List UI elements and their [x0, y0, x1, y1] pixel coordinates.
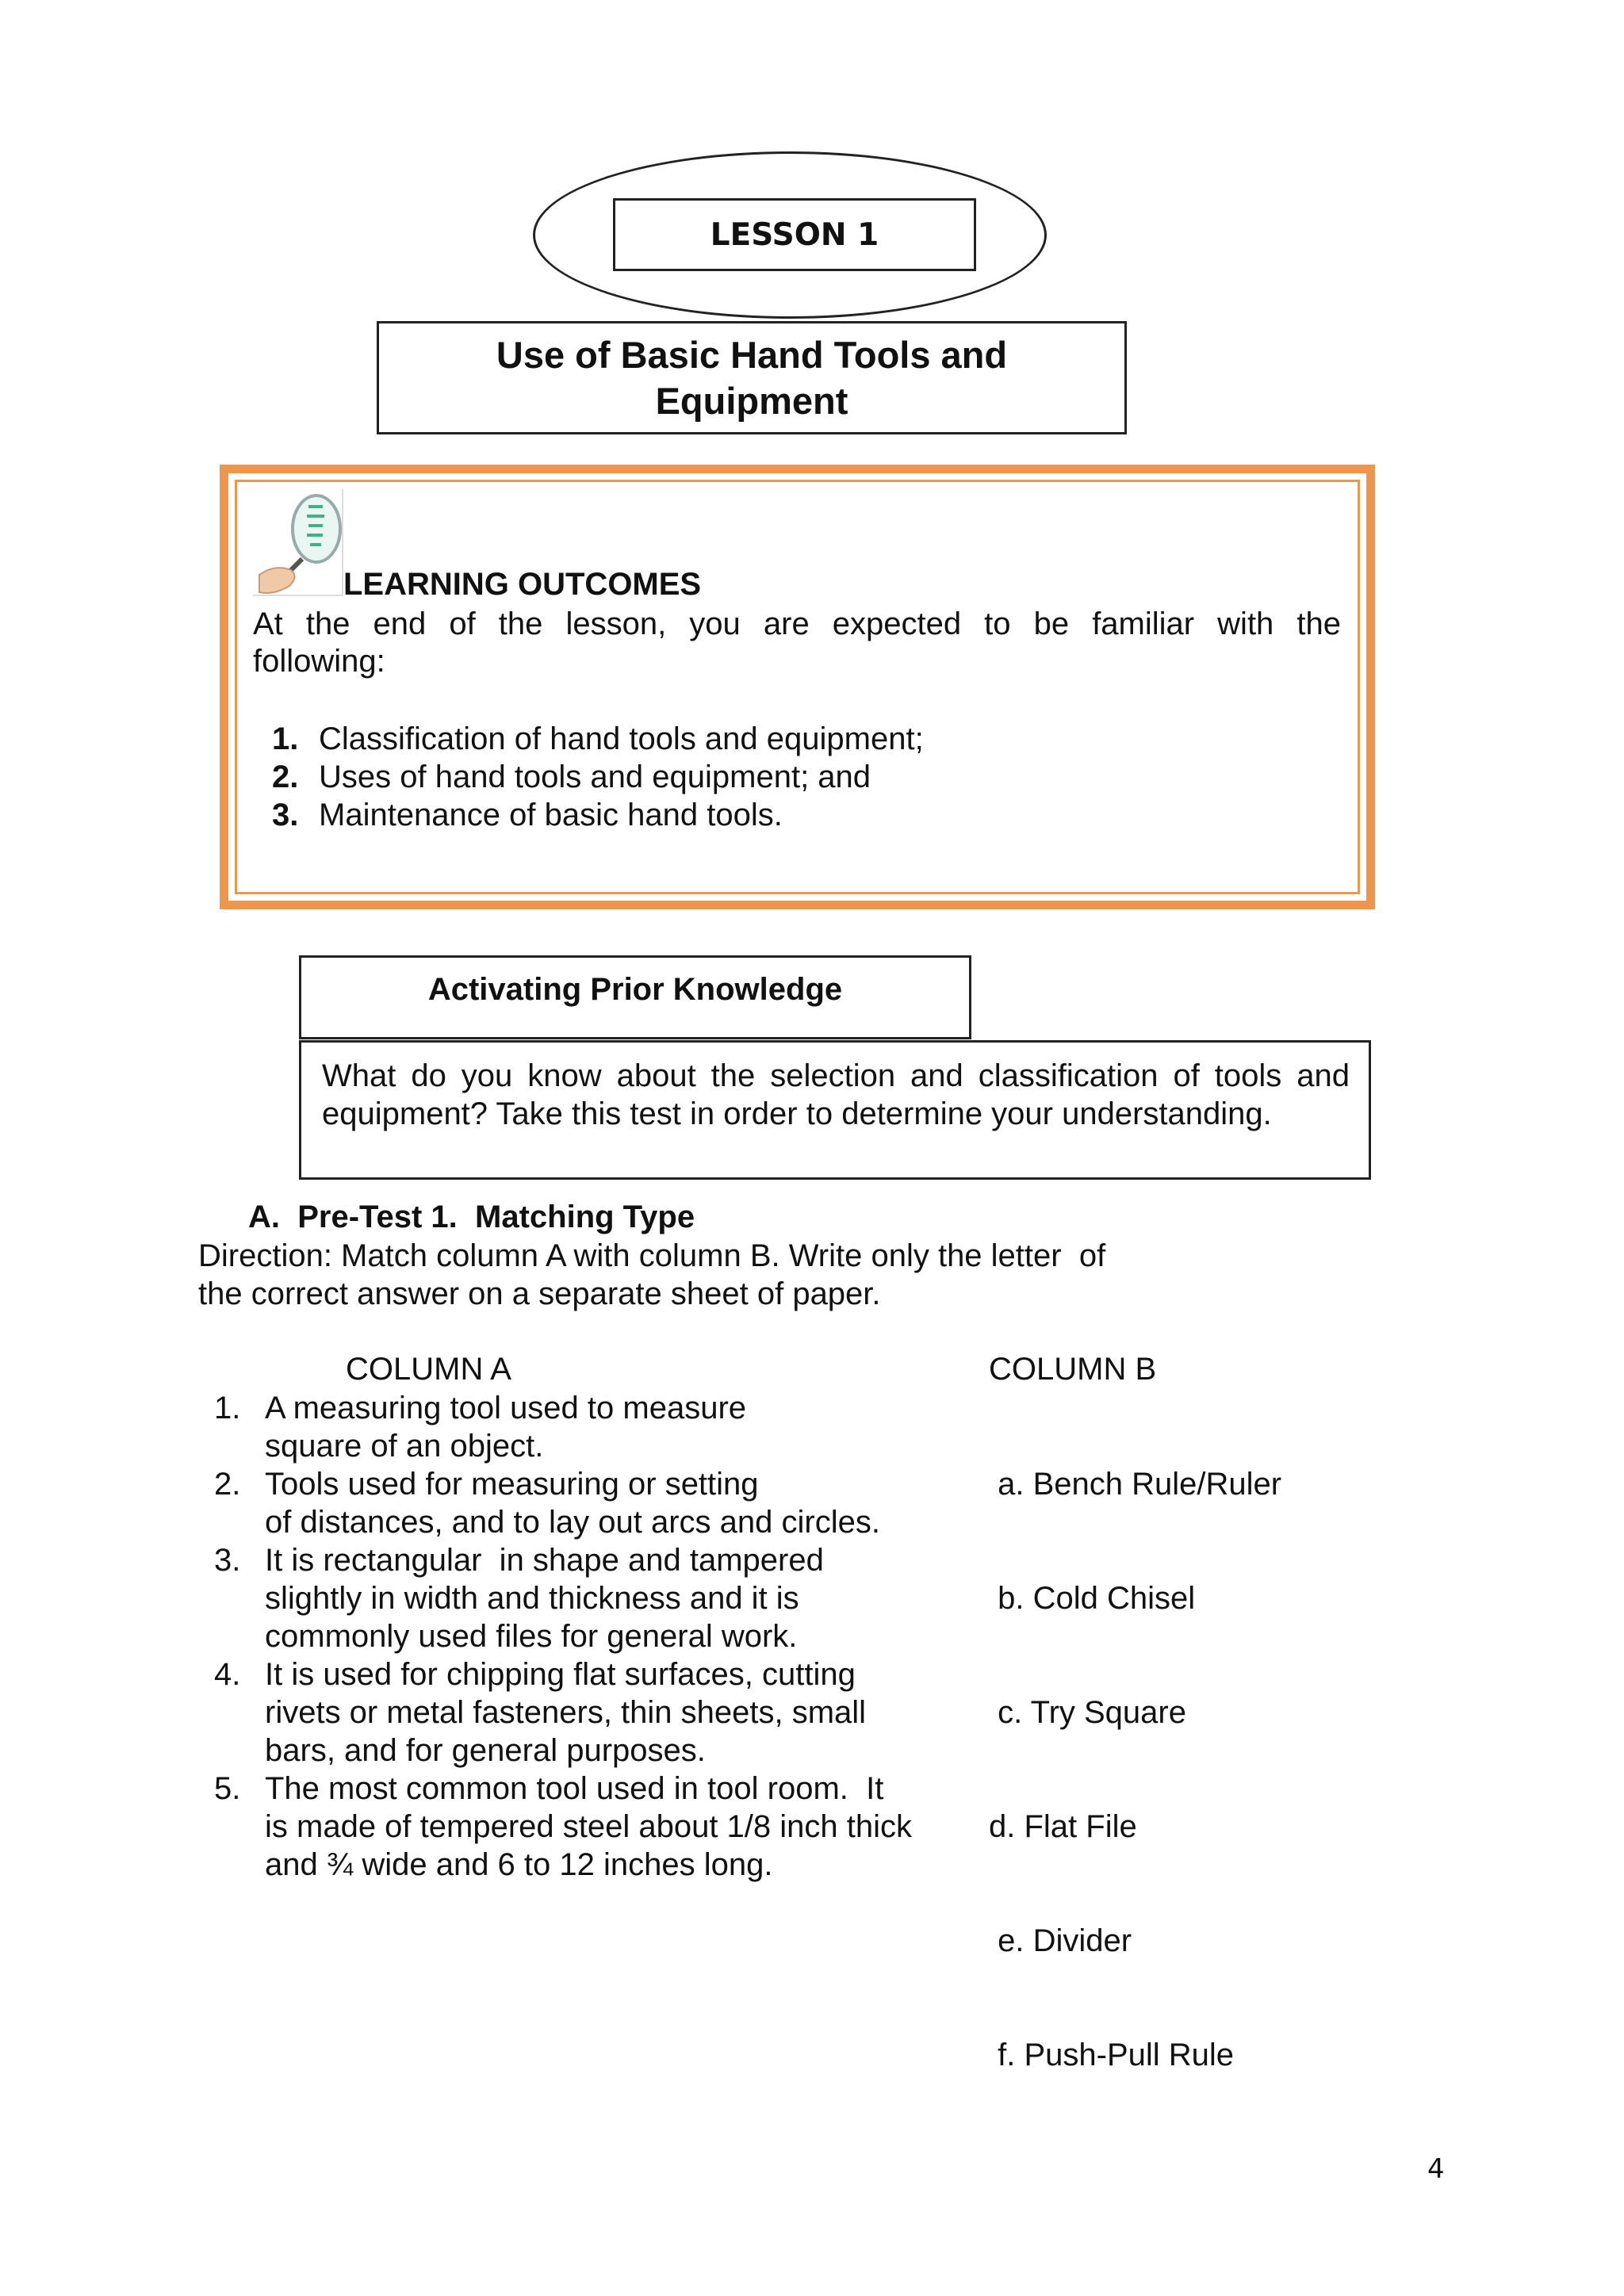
question-line: slightly in width and thickness and it is — [265, 1581, 799, 1616]
question-number: 5. — [214, 1771, 241, 1806]
answer-option: d. Flat File — [989, 1809, 1137, 1844]
list-item — [272, 796, 924, 834]
lesson-title-box — [377, 321, 1127, 434]
lesson-label: LESSON 1 — [613, 198, 976, 271]
column-b-list — [989, 1389, 1281, 2112]
question-text — [265, 1770, 963, 1884]
question-line: A measuring tool used to measure — [265, 1391, 747, 1425]
direction-line: Direction: Match column A with column B. Write only the letter of — [198, 1238, 1106, 1273]
item-number: 1. — [272, 721, 299, 756]
prior-knowledge-description — [299, 1040, 1371, 1180]
question-line: commonly used files for general work. — [265, 1619, 798, 1654]
question-line: Tools used for measuring or setting — [265, 1467, 759, 1502]
item-text: Uses of hand tools and equipment; and — [319, 760, 871, 794]
magnifying-glass-icon — [253, 489, 343, 596]
lesson-title: Use of Basic Hand Tools and Equipment — [496, 333, 1008, 422]
question-line: It is rectangular in shape and tampered — [265, 1543, 824, 1578]
item-number: 3. — [272, 798, 299, 832]
column-a-title: COLUMN A — [346, 1352, 511, 1387]
question-text — [265, 1465, 963, 1541]
question-text — [265, 1541, 963, 1655]
answer-option: e. Divider — [989, 1923, 1132, 1958]
description-line: What do you know about the selection and classification of tools and — [322, 1058, 1350, 1093]
answer-option: b. Cold Chisel — [989, 1581, 1196, 1616]
question-item — [214, 1465, 967, 1541]
question-line: and ¾ wide and 6 to 12 inches long. — [265, 1847, 773, 1882]
question-line: The most common tool used in tool room. It — [265, 1771, 884, 1806]
list-item — [272, 720, 924, 758]
prior-knowledge-heading-box — [299, 955, 971, 1039]
question-text — [265, 1389, 963, 1465]
item-text: Maintenance of basic hand tools. — [319, 798, 783, 832]
item-text: Classification of hand tools and equipment; — [319, 721, 924, 756]
learning-outcomes-frame — [220, 465, 1375, 909]
intro-line: following: — [253, 644, 385, 679]
item-number: 2. — [272, 760, 299, 794]
question-line: rivets or metal fasteners, thin sheets, small — [265, 1695, 867, 1730]
list-item — [272, 758, 924, 796]
question-item — [214, 1389, 967, 1465]
column-b-title: COLUMN B — [989, 1352, 1157, 1387]
pretest-direction — [198, 1237, 1189, 1313]
question-line: of distances, and to lay out arcs and circles. — [265, 1505, 880, 1540]
page-number: 4 — [1427, 2153, 1445, 2185]
question-item — [214, 1770, 967, 1884]
question-number: 1. — [214, 1391, 241, 1425]
question-line: square of an object. — [265, 1429, 544, 1464]
description-line: equipment? Take this test in order to determine your understanding. — [322, 1096, 1272, 1131]
question-line: It is used for chipping flat surfaces, cutting — [265, 1657, 856, 1692]
answer-option: c. Try Square — [989, 1695, 1186, 1730]
direction-line: the correct answer on a separate sheet of paper. — [198, 1276, 881, 1311]
question-item — [214, 1655, 967, 1770]
intro-line: At the end of the lesson, you are expected to be familiar with the — [253, 607, 1341, 641]
question-line: is made of tempered steel about 1/8 inch thick — [265, 1809, 913, 1844]
learning-outcomes-intro — [253, 606, 1341, 680]
question-item — [214, 1541, 967, 1655]
answer-option: a. Bench Rule/Ruler — [989, 1467, 1282, 1502]
answer-option: f. Push-Pull Rule — [989, 2038, 1235, 2072]
prior-knowledge-heading: Activating Prior Knowledge — [427, 972, 843, 1007]
learning-outcomes-list — [272, 720, 924, 834]
pretest-heading: A. Pre-Test 1. Matching Type — [248, 1200, 695, 1234]
question-number: 3. — [214, 1543, 241, 1578]
question-number: 4. — [214, 1657, 241, 1692]
question-text — [265, 1655, 963, 1770]
question-number: 2. — [214, 1467, 241, 1502]
question-line: bars, and for general purposes. — [265, 1733, 706, 1768]
learning-outcomes-heading: LEARNING OUTCOMES — [343, 567, 702, 602]
column-a-list — [214, 1389, 967, 1884]
